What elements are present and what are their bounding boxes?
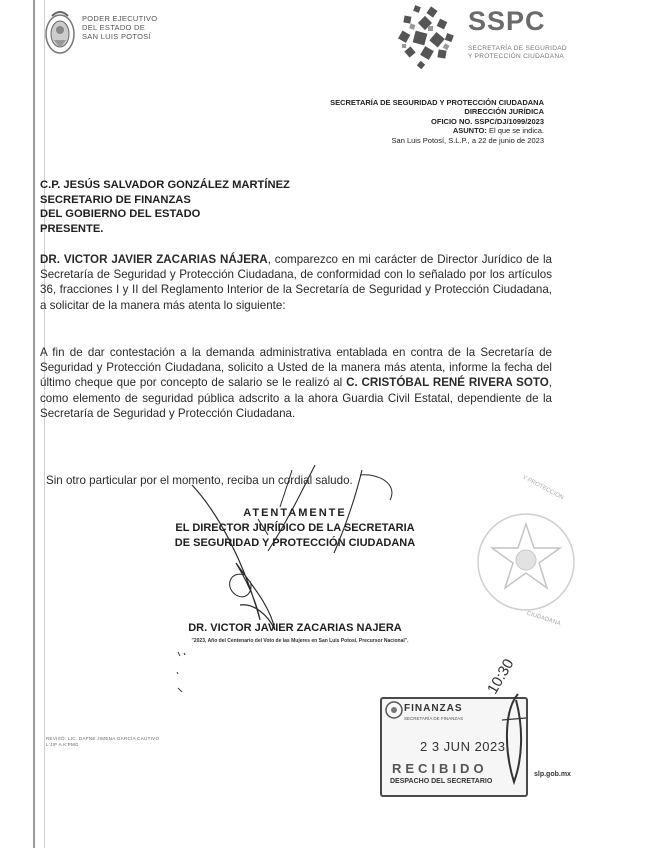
paragraph-2-text-a: A fin de dar contestación a la demanda administrativa entablada en contra de la Secretaría de Seguridad y Protección Ciudadana, solicito a Usted de la manera más atenta, informe la fecha del último cheque que por concepto de salario se le realizó al xyxy=(40,346,552,390)
stamp-handwritten-time: 10:30 xyxy=(484,655,518,698)
paragraph-1-text: , comparezco en mi carácter de Director Jurídico de la Secretaría de Seguridad y Protección Ciudadana, de conformidad con lo señalado por los artículos 36, fracciones I y II del Reglamento Interior de la Secretaría de Seguridad y Protección Ciudadana, a solicitar de la manera más atenta lo siguiente: xyxy=(40,253,553,312)
ccp-block xyxy=(46,736,159,748)
recipient-org: DEL GOBIERNO DEL ESTADO xyxy=(40,208,201,220)
subject-name: C. CRISTÓBAL RENÉ RIVERA SOTO xyxy=(346,376,549,390)
stamp-date: 2 3 JUN 2023 xyxy=(420,739,506,754)
signer-title-2: DE SEGURIDAD Y PROTECCIÓN CIUDADANA xyxy=(174,537,416,549)
stamp-scribble xyxy=(498,690,530,790)
oficio-line: OFICIO NO. SSPC/DJ/1099/2023 xyxy=(431,116,544,126)
state-coat-of-arms-icon xyxy=(42,8,78,58)
atentamente: ATENTAMENTE xyxy=(243,507,347,519)
official-seal-icon xyxy=(466,490,576,630)
ccp-line-2: L'JIP A K'PMG xyxy=(46,742,79,747)
direccion-line: DIRECCIÓN JURÍDICA xyxy=(464,107,544,117)
brand-subtitle-line-2: Y PROTECCIÓN CIUDADANA xyxy=(468,53,565,60)
gov-line-2: DEL ESTADO DE xyxy=(82,23,146,32)
scan-marks xyxy=(174,648,186,698)
margin-line xyxy=(33,0,35,848)
gov-line-3: SAN LUIS POTOSÍ xyxy=(82,32,151,41)
reference-block xyxy=(330,98,544,145)
gov-branding xyxy=(82,14,157,41)
stamp-subtitle: SECRETARÍA DE FINANZAS xyxy=(404,716,464,721)
footer-website: slp.gob.mx xyxy=(534,771,571,778)
place-date-line: San Luis Potosí, S.L.P., a 22 de junio de 2023 xyxy=(391,135,544,145)
brand-subtitle xyxy=(468,45,567,61)
stamp-office: DESPACHO DEL SECRETARIO xyxy=(390,778,493,785)
recipient-block xyxy=(40,178,290,236)
signer-name: DR. VICTOR JAVIER ZACARIAS NAJERA xyxy=(188,622,402,634)
asunto-line: ASUNTO: El que se indica. xyxy=(452,126,544,136)
ccp-line-1: REVISÓ: LIC. DAFNE JIMENA GARCÍA CAUTIVO xyxy=(46,736,160,741)
recipient-name: C.P. JESÚS SALVADOR GONZÁLEZ MARTÍNEZ xyxy=(40,179,290,191)
seal-text-bottom: CIUDADANA xyxy=(525,610,562,628)
recipient-title: SECRETARIO DE FINANZAS xyxy=(40,193,191,206)
stamp-department: FINANZAS xyxy=(404,703,463,714)
paragraph-2 xyxy=(40,345,552,421)
closing-line: Sin otro particular por el momento, reciba un cordial saludo. xyxy=(46,474,353,487)
secretaria-line: SECRETARÍA DE SEGURIDAD Y PROTECCIÓN CIUDADANA xyxy=(330,98,544,107)
margin-line-faint xyxy=(44,0,45,848)
stamp-received: RECIBIDO xyxy=(392,761,488,776)
paragraph-1 xyxy=(40,252,552,313)
year-motto: "2023, Año del Centenario del Voto de las Mujeres en San Luis Potosí, Precursor Nacional". xyxy=(191,638,409,644)
brand-title: SSPC xyxy=(468,6,546,36)
recipient-presente: PRESENTE. xyxy=(40,222,104,235)
signer-title-1: EL DIRECTOR JURÍDICO DE LA SECRETARIA xyxy=(175,522,415,534)
stamp-emblem-icon xyxy=(384,700,404,720)
brand-subtitle-line-1: SECRETARÍA DE SEGURIDAD xyxy=(468,45,567,52)
sspc-logo-icon xyxy=(394,4,460,70)
gov-line-1: PODER EJECUTIVO xyxy=(82,14,158,23)
seal-text-top: Y PROTECCIÓN xyxy=(521,474,565,502)
author-name: DR. VICTOR JAVIER ZACARIAS NÁJERA xyxy=(40,253,268,266)
paragraph-2-text-b: , como elemento de seguridad pública adscrito a la ahora Guardia Civil Estatal, dependiente de la Secretaría de Seguridad y Protección Ciudadana. xyxy=(40,376,553,420)
